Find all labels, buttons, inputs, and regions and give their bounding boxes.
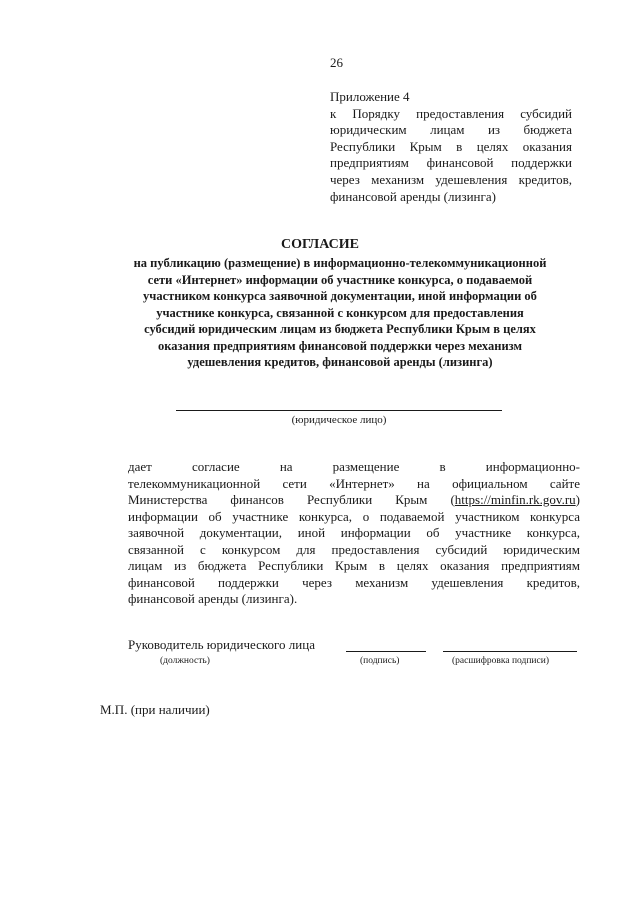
body-line: лицам из бюджета Республики Крым в целях оказания предприятиям bbox=[128, 558, 580, 573]
appendix-line: через механизм удешевления кредитов, bbox=[330, 171, 572, 187]
minfin-website-link[interactable]: https://minfin.rk.gov.ru bbox=[454, 492, 576, 507]
body-line-suffix: ) bbox=[575, 492, 580, 507]
body-line bbox=[128, 492, 580, 509]
signature-caption: (подпись) bbox=[360, 656, 400, 666]
appendix-title: Приложение 4 bbox=[330, 89, 410, 104]
body-line: телекоммуникационной сети «Интернет» на официальном сайте bbox=[128, 475, 580, 491]
appendix-line: финансовой аренды (лизинга) bbox=[330, 188, 496, 204]
legal-entity-caption: (юридическое лицо) bbox=[291, 414, 387, 426]
body-line: информации об участнике конкурса, о подаваемой участником конкурса bbox=[128, 508, 580, 524]
page-number: 26 bbox=[330, 55, 343, 70]
body-line: финансовой поддержки через механизм удешевления кредитов, bbox=[128, 574, 580, 590]
body-line: заявочной документации, иной информации об участнике конкурса, bbox=[128, 525, 580, 540]
appendix-line: юридическим лицам из бюджета bbox=[330, 122, 572, 138]
signature-fill-line bbox=[346, 651, 426, 652]
appendix-line: Республики Крым в целях оказания bbox=[330, 138, 572, 154]
legal-entity-fill-line bbox=[176, 410, 502, 411]
appendix-line: к Порядку предоставления субсидий bbox=[330, 105, 572, 121]
consent-body-text bbox=[128, 459, 580, 608]
body-line: связанной с конкурсом для предоставления субсидий юридическим bbox=[128, 541, 580, 557]
document-title: СОГЛАСИЕ bbox=[281, 237, 359, 252]
appendix-line: предприятиям финансовой поддержки bbox=[330, 155, 572, 171]
signature-label: Руководитель юридического лица bbox=[128, 637, 315, 652]
body-line: финансовой аренды (лизинга). bbox=[128, 591, 298, 606]
stamp-placeholder: М.П. (при наличии) bbox=[100, 702, 210, 717]
body-line: дает согласие на размещение в информационно- bbox=[128, 459, 580, 474]
signature-decoding-caption: (расшифровка подписи) bbox=[452, 656, 549, 666]
document-subtitle: на публикацию (размещение) в информационно-телекоммуникационной сети «Интернет» информации об участнике конкурса, о подаваемой участником конкурса заявочной документации, иной информации об участнике конкурса, связанной с конкурсом для предоставления субсидий юридическим лицам из бюджета Республики Крым в целях оказания предприятиям финансовой поддержки через механизм удешевления кредитов, финансовой аренды (лизинга) bbox=[133, 256, 547, 369]
signature-decoding-fill-line bbox=[443, 651, 577, 652]
position-caption: (должность) bbox=[160, 656, 210, 666]
appendix-reference bbox=[330, 89, 572, 205]
body-line-prefix: Министерства финансов Республики Крым ( bbox=[128, 492, 455, 507]
